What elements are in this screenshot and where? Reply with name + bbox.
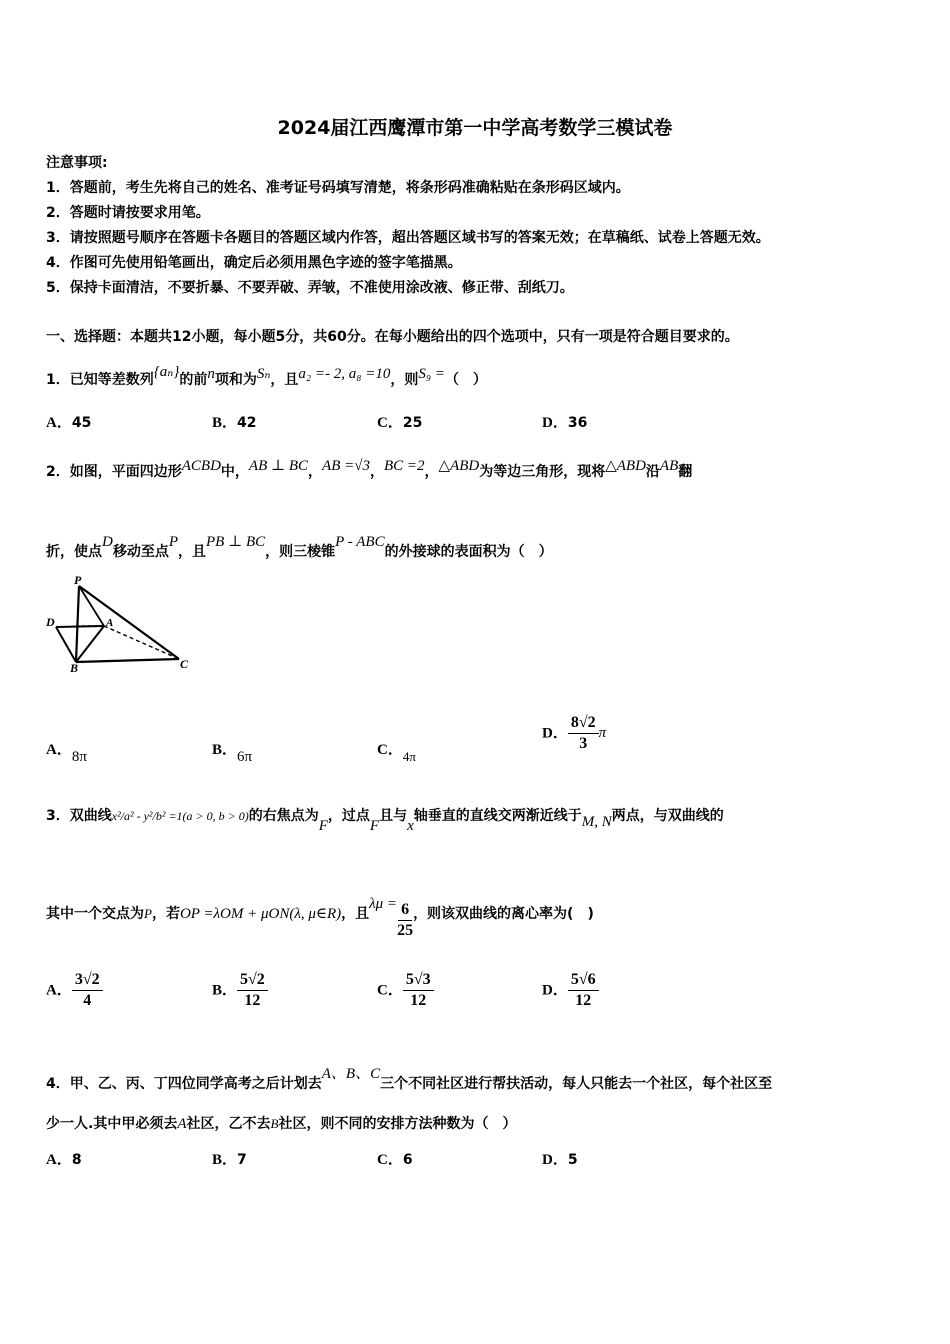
edge-db bbox=[56, 627, 76, 662]
q1-math: a₂ =- 2, a₈ =10 bbox=[298, 366, 391, 382]
q3-option-a bbox=[46, 970, 103, 1011]
option-value: 8 bbox=[71, 1152, 82, 1168]
q2-math: BC =2 bbox=[383, 458, 425, 474]
option-value: 7 bbox=[237, 1152, 247, 1168]
q4-text: 三个不同社区进行帮扶活动，每人只能去一个社区，每个社区至 bbox=[380, 1076, 773, 1092]
q3-math: F bbox=[318, 818, 328, 834]
option-letter: B． bbox=[212, 415, 238, 431]
fraction-denominator: 4 bbox=[83, 992, 92, 1009]
option-value: 45 bbox=[71, 415, 92, 431]
q2-text: 为等边三角形，现将 bbox=[479, 464, 606, 480]
option-letter: B． bbox=[212, 982, 238, 999]
fraction-numerator: 5√6 bbox=[568, 970, 599, 991]
q2-math: P - ABC bbox=[335, 534, 385, 550]
option-fraction bbox=[568, 970, 599, 1011]
edge-pc bbox=[79, 586, 179, 659]
label-c: C bbox=[180, 657, 189, 671]
q3-math: M, N bbox=[581, 814, 612, 830]
q3-text: 两点，与双曲线的 bbox=[611, 808, 724, 824]
q1-text: 项和为 bbox=[214, 372, 257, 388]
option-suffix: π bbox=[598, 725, 607, 741]
q1-text: ，且 bbox=[270, 372, 299, 388]
fraction-denominator: 12 bbox=[410, 992, 427, 1009]
option-letter: D． bbox=[542, 1152, 568, 1168]
q2-math: PB ⊥ BC bbox=[206, 534, 266, 550]
option-fraction bbox=[237, 970, 268, 1011]
q4-option-c bbox=[377, 1148, 413, 1169]
notice-item-1: 1．答题前，考生先将自己的姓名、准考证号码填写清楚，将条形码准确粘贴在条形码区域内。 bbox=[46, 180, 630, 196]
q2-figure bbox=[44, 574, 194, 674]
question-2 bbox=[46, 456, 692, 481]
option-fraction bbox=[403, 970, 434, 1011]
q3-math: x²/a² - y²/b² =1(a > 0, b > 0) bbox=[111, 809, 249, 823]
q3-option-d bbox=[542, 970, 599, 1011]
fraction-denominator: 25 bbox=[397, 922, 414, 939]
label-p: P bbox=[74, 574, 82, 587]
q2-math: AB ⊥ BC bbox=[248, 458, 309, 474]
fraction-numerator: 5√2 bbox=[237, 970, 268, 991]
q3-math: P bbox=[144, 906, 152, 921]
option-value: 4π bbox=[402, 749, 416, 764]
question-4 bbox=[46, 1062, 772, 1093]
fraction-denominator: 12 bbox=[575, 992, 592, 1009]
question-2-line-2 bbox=[46, 532, 553, 561]
q2-text: ， bbox=[424, 464, 439, 480]
q2-math: ACBD bbox=[181, 458, 221, 474]
notice-item-5: 5．保持卡面清洁，不要折暴、不要弄破、弄皱，不准使用涂改液、修正带、刮纸刀。 bbox=[46, 280, 574, 296]
q2-text: ， bbox=[369, 464, 384, 480]
option-letter: C． bbox=[377, 1152, 403, 1168]
q2-option-a bbox=[46, 738, 87, 765]
q2-text: 中， bbox=[220, 464, 249, 480]
option-value: 36 bbox=[567, 415, 588, 431]
q2-text: 沿 bbox=[645, 464, 660, 480]
edge-pa bbox=[79, 586, 104, 626]
option-value: 6 bbox=[402, 1152, 413, 1168]
q1-option-c bbox=[377, 411, 422, 432]
option-value: 25 bbox=[402, 415, 423, 431]
option-value: 42 bbox=[237, 415, 257, 431]
q3-math: OP =λOM + μON(λ, μ∈R) bbox=[179, 906, 342, 922]
q3-math: F bbox=[369, 818, 380, 834]
q4-text: 社区，则不同的安排方法种数为（ ） bbox=[278, 1116, 517, 1132]
fraction-denominator: 12 bbox=[244, 992, 261, 1009]
q2-math: AB =√3 bbox=[322, 458, 370, 474]
q3-text: 的右焦点为 bbox=[248, 808, 319, 824]
notice-heading: 注意事项: bbox=[46, 155, 108, 171]
q3-fraction bbox=[397, 900, 413, 941]
q2-math: P bbox=[168, 534, 179, 550]
q3-math: λμ = bbox=[369, 896, 398, 912]
q2-math: AB bbox=[659, 458, 679, 474]
q2-math: D bbox=[102, 534, 113, 550]
option-letter: B． bbox=[212, 1152, 238, 1168]
label-b: B bbox=[70, 661, 79, 674]
edge-ab bbox=[76, 626, 104, 662]
q3-text: 且与 bbox=[379, 808, 408, 824]
q2-text: 翻 bbox=[678, 464, 693, 480]
notice-item-2: 2．答题时请按要求用笔。 bbox=[46, 205, 210, 221]
q1-option-a bbox=[46, 411, 91, 432]
fraction-denominator: 3 bbox=[579, 735, 588, 752]
q4-option-a bbox=[46, 1148, 82, 1169]
q2-math: △ABD bbox=[438, 458, 480, 474]
q2-text: 的外接球的表面积为（ ） bbox=[384, 544, 553, 560]
option-letter: D． bbox=[542, 725, 568, 742]
q1-math: Sₙ bbox=[256, 366, 271, 382]
option-letter: C． bbox=[377, 415, 403, 431]
option-letter: D． bbox=[542, 982, 568, 999]
option-letter: C． bbox=[377, 742, 403, 758]
q1-text: 1．已知等差数列 bbox=[46, 372, 154, 388]
q4-text: 少一人.其中甲必须去 bbox=[46, 1116, 178, 1132]
q4-text: 社区，乙不去 bbox=[186, 1116, 271, 1132]
label-a: A bbox=[106, 617, 114, 629]
q4-option-b bbox=[212, 1148, 247, 1169]
q2-option-b bbox=[212, 738, 253, 765]
option-fraction bbox=[72, 970, 103, 1011]
q3-text: 其中一个交点为 bbox=[46, 906, 144, 922]
section-heading: 一、选择题：本题共12小题，每小题5分，共60分。在每小题给出的四个选项中，只有一项是符合题目要求的。 bbox=[46, 329, 739, 345]
q2-text: 移动至点 bbox=[112, 544, 169, 560]
q4-math: A、B、C bbox=[321, 1066, 381, 1082]
option-letter: A． bbox=[46, 742, 72, 758]
q1-math: n bbox=[207, 366, 215, 382]
q3-math: x bbox=[407, 818, 414, 834]
q1-text: ，则 bbox=[390, 372, 419, 388]
edge-pb bbox=[76, 586, 79, 662]
fraction-numerator: 6 bbox=[398, 900, 412, 921]
q1-option-b bbox=[212, 411, 257, 432]
edge-bc bbox=[76, 659, 179, 662]
q1-option-d bbox=[542, 411, 587, 432]
q4-option-d bbox=[542, 1148, 578, 1169]
fraction-numerator: 5√3 bbox=[403, 970, 434, 991]
question-1 bbox=[46, 362, 487, 389]
q4-math: A bbox=[177, 1116, 187, 1132]
q1-sequence: {aₙ} bbox=[153, 364, 180, 380]
fraction-numerator: 3√2 bbox=[72, 970, 103, 991]
notice-item-3: 3．请按照题号顺序在答题卡各题目的答题区域内作答，超出答题区域书写的答案无效；在草稿纸、试卷上答题无效。 bbox=[46, 230, 770, 246]
q1-math: S₉ = bbox=[418, 366, 445, 382]
question-4-line-2 bbox=[46, 1113, 516, 1133]
q2-option-d bbox=[542, 713, 606, 754]
q2-option-c bbox=[377, 738, 416, 764]
page-title: 2024届江西鹰潭市第一中学高考数学三模试卷 bbox=[277, 117, 673, 139]
option-value: 6π bbox=[237, 749, 253, 765]
q4-text: 4．甲、乙、丙、丁四位同学高考之后计划去 bbox=[46, 1076, 322, 1092]
option-letter: A． bbox=[46, 982, 72, 999]
q3-text: ，若 bbox=[151, 906, 180, 922]
question-3 bbox=[46, 805, 724, 834]
option-letter: A． bbox=[46, 1152, 72, 1168]
q3-text: ，且 bbox=[341, 906, 370, 922]
q3-text: 3．双曲线 bbox=[46, 808, 112, 824]
option-letter: C． bbox=[377, 982, 403, 999]
q3-option-b bbox=[212, 970, 268, 1011]
option-value: 8π bbox=[71, 749, 87, 765]
q1-text: 的前 bbox=[179, 372, 208, 388]
fraction-numerator: 8√2 bbox=[568, 713, 599, 734]
label-d: D bbox=[46, 615, 55, 629]
notice-item-4: 4．作图可先使用铅笔画出，确定后必须用黑色字迹的签字笔描黑。 bbox=[46, 255, 462, 271]
question-3-line-2 bbox=[46, 896, 594, 941]
q2-text: ，则三棱锥 bbox=[265, 544, 336, 560]
q2-text: ， bbox=[308, 464, 323, 480]
q3-text: ，过点 bbox=[327, 808, 370, 824]
option-letter: A． bbox=[46, 415, 72, 431]
option-value: 5 bbox=[567, 1152, 578, 1168]
q4-math: B bbox=[270, 1116, 279, 1131]
q3-text: ，则该双曲线的离心率为( ) bbox=[413, 906, 594, 922]
q1-text: （ ） bbox=[444, 372, 487, 388]
option-fraction bbox=[568, 713, 599, 754]
q3-text: 轴垂直的直线交两渐近线于 bbox=[413, 808, 582, 824]
q2-text: 2．如图，平面四边形 bbox=[46, 464, 182, 480]
q3-option-c bbox=[377, 970, 434, 1011]
q2-text: ，且 bbox=[178, 544, 207, 560]
option-letter: B． bbox=[212, 742, 238, 758]
q2-math: △ABD bbox=[605, 458, 646, 474]
option-letter: D． bbox=[542, 415, 568, 431]
q2-text: 折，使点 bbox=[46, 544, 102, 560]
